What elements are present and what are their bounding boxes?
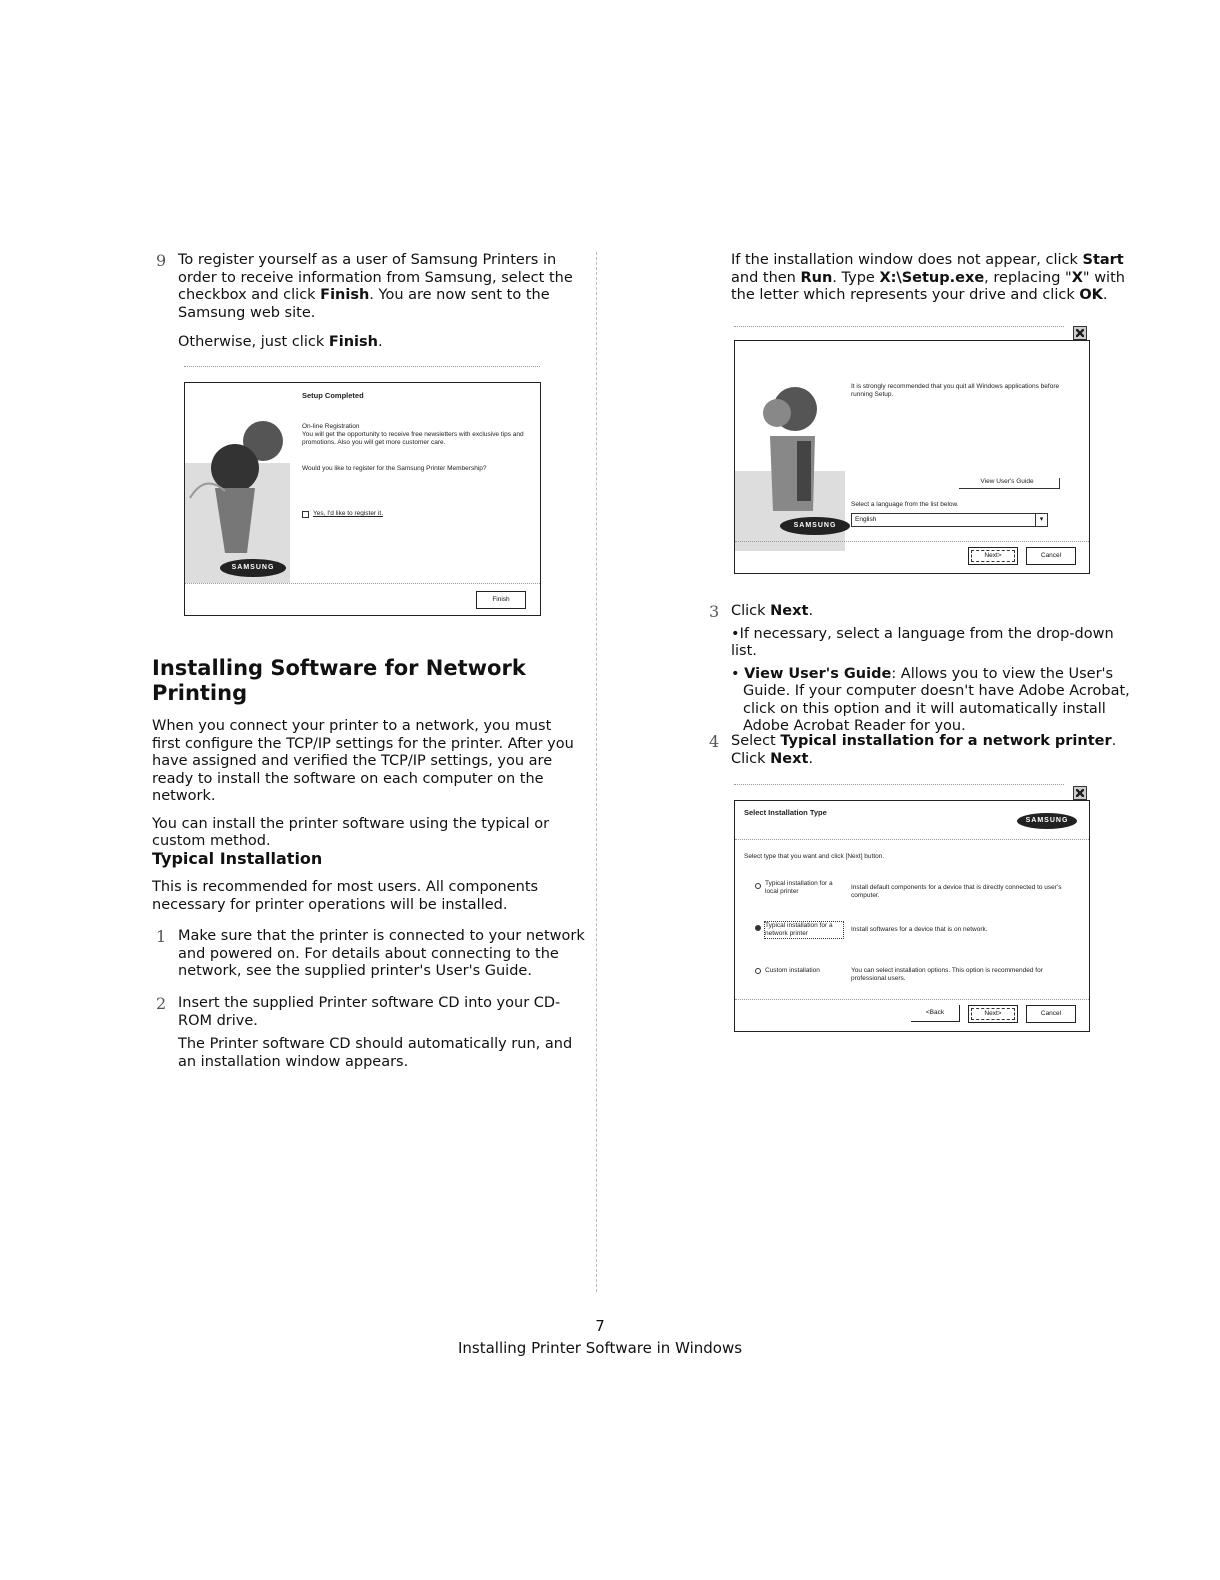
step-number: 3 [709,602,720,621]
close-icon[interactable] [1073,326,1087,340]
back-button[interactable]: <Back [911,1005,960,1022]
dialog-separator [735,541,1089,542]
step-3-bullet-1: • If necessary, select a language from the drop-down list. [731,626,1141,661]
run-setup-note: If the installation window does not appear, click Start and then Run. Type X:\Setup.exe, replacing "X" with the letter which represents your drive and click OK. [731,252,1125,303]
radio-local-printer[interactable] [755,883,761,889]
column-divider [596,252,597,1292]
section-title: Installing Software for Network Printing [152,656,526,705]
dialog-title: Select Installation Type [744,808,827,817]
registration-heading: On-line Registration [302,423,360,430]
step-number: 2 [156,994,167,1013]
cancel-button[interactable]: Cancel [1026,1005,1076,1023]
intro-paragraph-1: When you connect your printer to a network, you must first configure the TCP/IP settings for the printer. After you have assigned and verified the TCP/IP settings, you are ready to install the software on each computer on the network. [152,718,574,804]
radio-network-printer[interactable] [755,925,761,931]
install-instruction: Select type that you want and click [Next] button. [744,853,885,860]
scan-noise [734,784,1064,789]
network-intro [152,718,584,851]
footer-chapter-title: Installing Printer Software in Windows [457,1339,743,1357]
register-checkbox-label[interactable]: Yes, I'd like to register it. [313,510,384,517]
step-9-text: To register yourself as a user of Samsung Printers in order to receive information from Samsung, select the checkbox and click Finish. You are now sent to the Samsung web site. [178,252,573,321]
step-2 [156,994,586,1071]
chevron-down-icon[interactable]: ▾ [1035,514,1047,526]
step-3-text: Click Next. [731,603,814,619]
registration-question: Would you like to register for the Samsung Printer Membership? [302,465,487,472]
step-4 [709,732,1141,768]
next-button[interactable]: Next> [968,547,1018,565]
samsung-logo: SAMSUNG [1017,813,1077,829]
samsung-logo: SAMSUNG [220,559,286,577]
next-button[interactable]: Next> [968,1005,1018,1023]
typical-intro: This is recommended for most users. All components necessary for printer operations will be installed. [152,879,539,913]
register-checkbox[interactable] [302,511,309,518]
option-custom-desc: You can select installation options. This option is recommended for professional users. [851,967,1043,982]
radio-custom[interactable] [755,968,761,974]
samsung-logo: SAMSUNG [780,517,850,535]
person-figure-illustration [185,403,290,583]
intro-paragraph-2: You can install the printer software using the typical or custom method. [152,815,550,849]
subsection-title: Typical Installation [152,849,323,868]
step-9 [156,251,588,352]
step-number: 9 [156,251,167,270]
view-users-guide-button[interactable]: View User's Guide [959,478,1060,489]
language-value: English [855,516,877,523]
finish-button[interactable]: Finish [476,591,526,609]
cancel-button[interactable]: Cancel [1026,547,1076,565]
scan-noise [184,366,540,371]
option-network-desc: Install softwares for a device that is on network. [851,926,988,933]
step-3-bullet-2: • View User's Guide: Allows you to view the User's Guide. If your computer doesn't have Adobe Acrobat, click on this option and it will automatically install Adobe Acrobat Reader for you. [731,665,1130,734]
step-2-note: The Printer software CD should automatically run, and an installation window appears. [178,1036,573,1070]
language-select-screenshot [734,340,1090,574]
step-4-text: Select Typical installation for a network printer. Click Next. [731,733,1117,767]
page-number: 7 [595,1317,605,1335]
step-3 [709,602,1141,736]
step-2-text: Insert the supplied Printer software CD into your CD-ROM drive. [178,995,561,1029]
scan-noise [734,326,1064,331]
dialog-separator [185,583,540,584]
dialog-separator [735,999,1089,1000]
step-9-otherwise: Otherwise, just click Finish. [178,334,383,350]
close-icon[interactable] [1073,786,1087,800]
option-local-desc: Install default components for a device that is directly connected to user's computer. [851,884,1062,899]
dialog-title: Setup Completed [302,391,364,400]
quit-apps-message: It is strongly recommended that you quit all Windows applications before running Setup. [851,383,1060,398]
step-number: 4 [709,732,720,751]
step-1 [156,927,586,981]
header-separator [735,839,1089,840]
option-custom-label[interactable]: Custom installation [765,967,820,974]
option-local-label[interactable]: Typical installation for a local printer [765,880,833,895]
select-language-label: Select a language from the list below. [851,501,959,508]
step-number: 1 [156,927,167,946]
step-1-text: Make sure that the printer is connected to your network and powered on. For details about connecting to the network, see the supplied printer's User's Guide. [178,928,585,979]
install-type-screenshot [734,800,1090,1032]
registration-body: You will get the opportunity to receive free newsletters with exclusive tips and promotions. Also you will get more customer care. [302,431,524,446]
option-network-label[interactable]: Typical installation for a network printer [765,922,843,938]
language-dropdown[interactable] [851,513,1048,527]
setup-completed-screenshot [184,382,541,616]
